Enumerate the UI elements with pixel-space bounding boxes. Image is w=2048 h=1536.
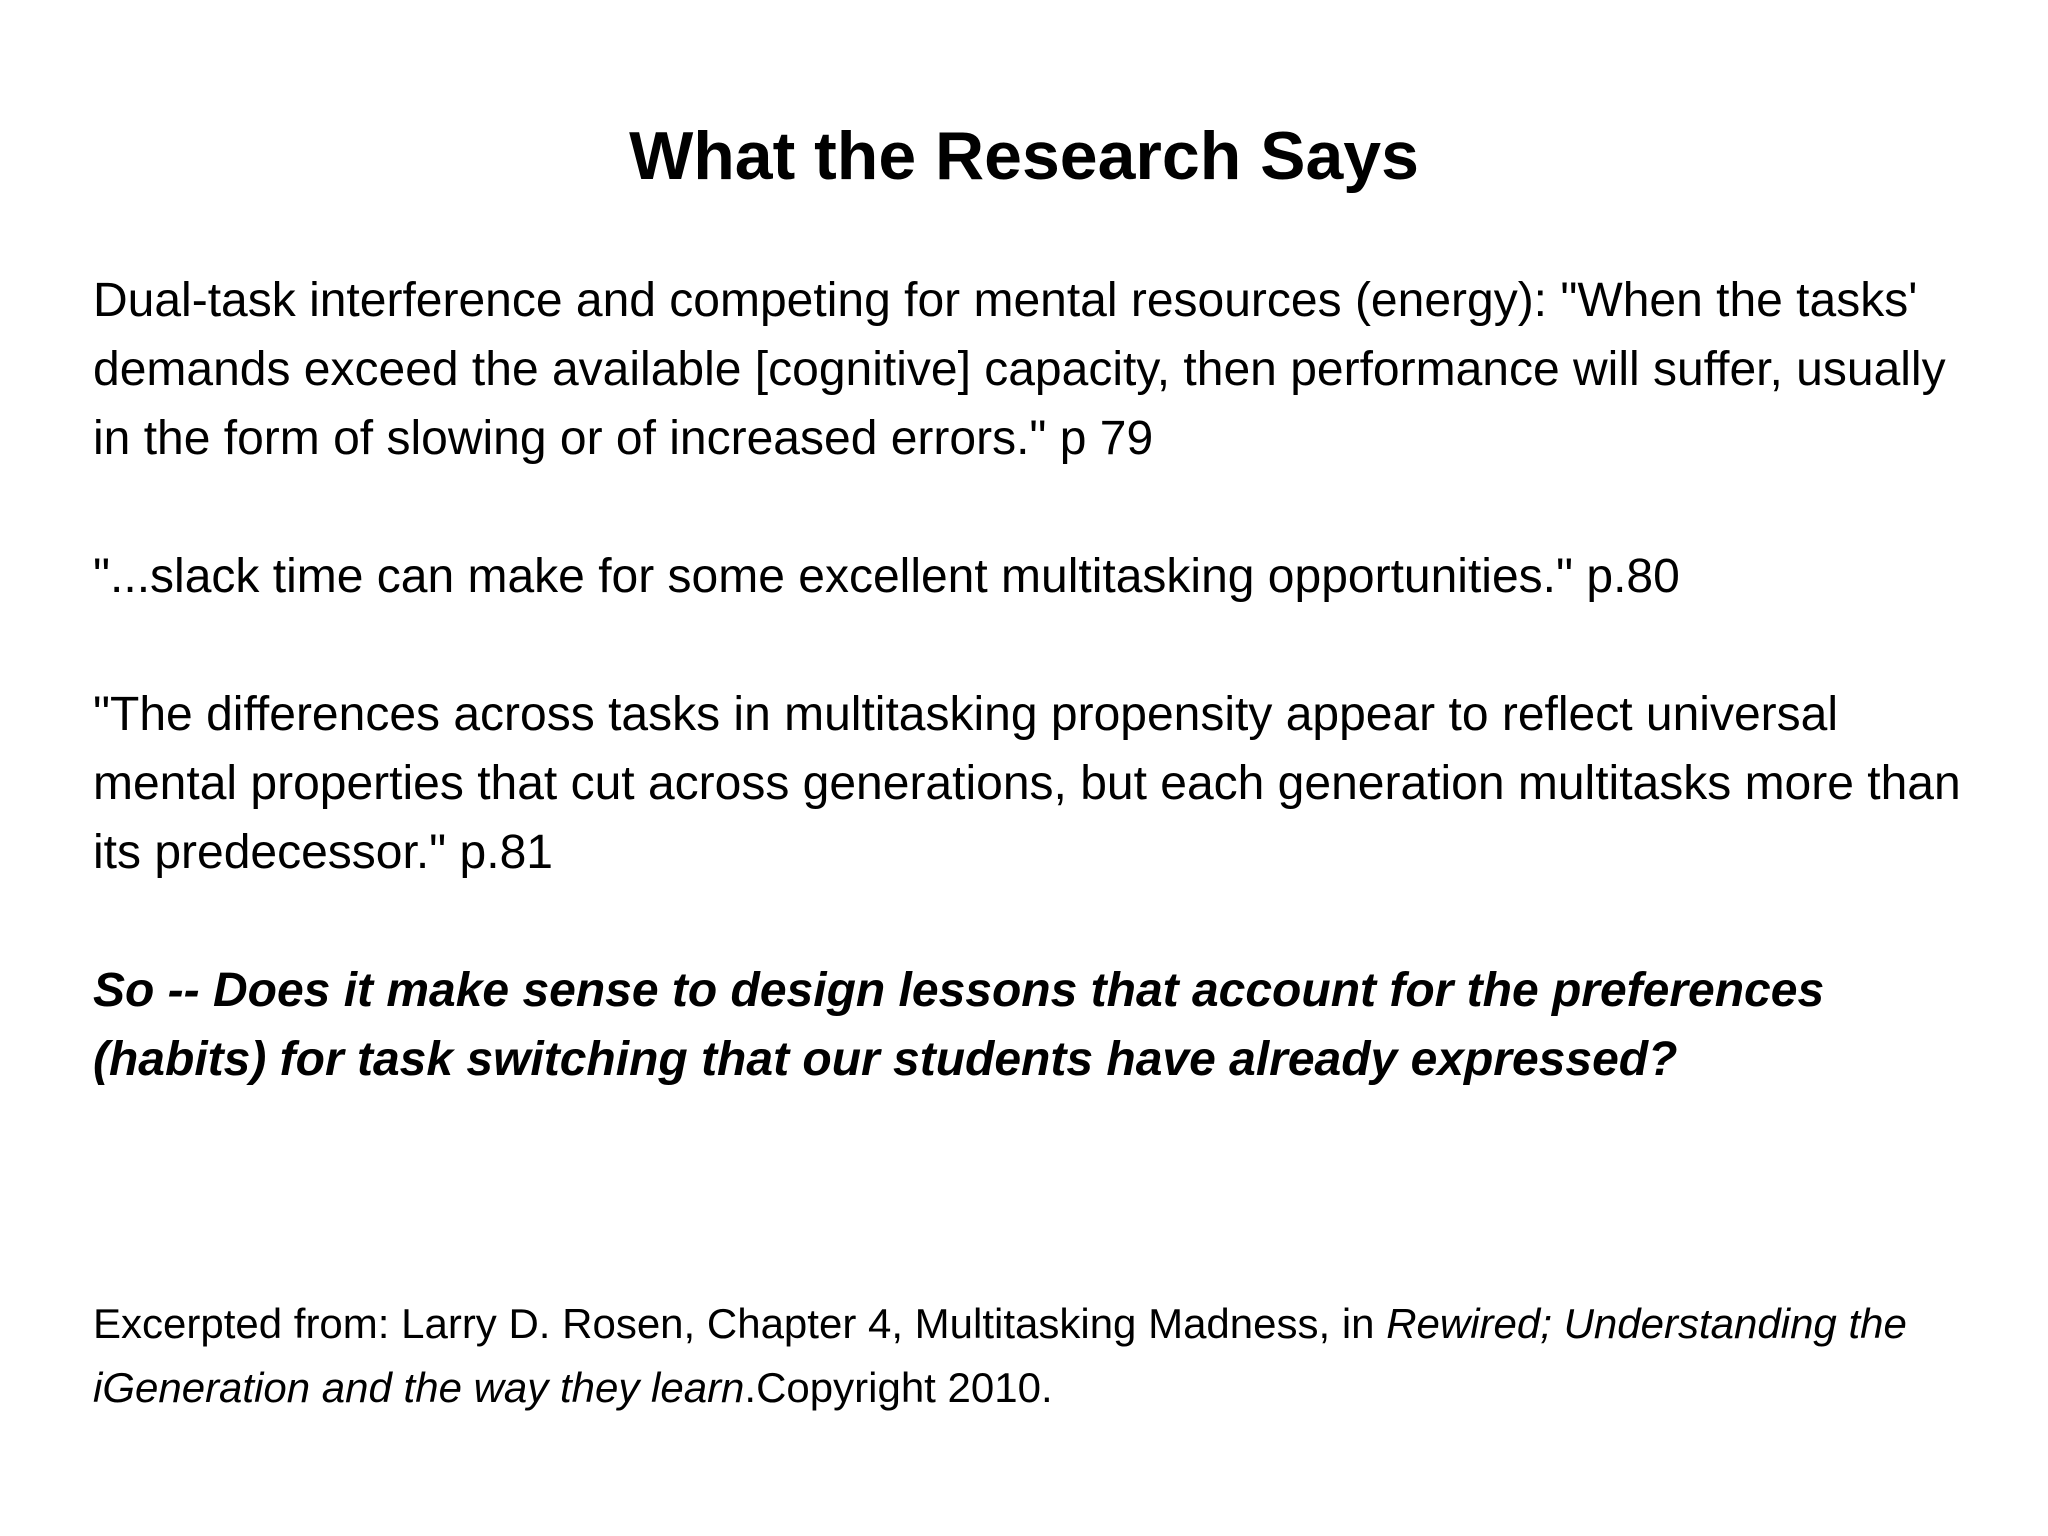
paragraph-dual-task: Dual-task interference and competing for mental resources (energy): "When the tasks' demands exceed the available [cognitive] capacity, then performance will suffer, usually in the form of slowing or of increased errors." p 79 <box>93 274 1946 465</box>
question-paragraph: So -- Does it make sense to design lessons that account for the preferences (habits) for task switching that our students have already expressed? <box>93 964 1825 1086</box>
slide-title: What the Research Says <box>629 118 1419 194</box>
paragraph-slack-time: "...slack time can make for some excellent multitasking opportunities." p.80 <box>93 550 1680 603</box>
citation-book-title: Rewired; Understanding the iGeneration and the way they learn <box>93 1300 1907 1411</box>
citation <box>93 1292 1993 1420</box>
paragraph-differences: "The differences across tasks in multitasking propensity appear to reflect universal mental properties that cut across generations, but each generation multitasks more than its predecessor." p.81 <box>93 688 1961 879</box>
citation-prefix: Excerpted from: Larry D. Rosen, Chapter 4, Multitasking Madness, in <box>93 1300 1387 1347</box>
slide-body <box>93 266 1993 1094</box>
citation-suffix: .Copyright 2010. <box>744 1364 1053 1411</box>
